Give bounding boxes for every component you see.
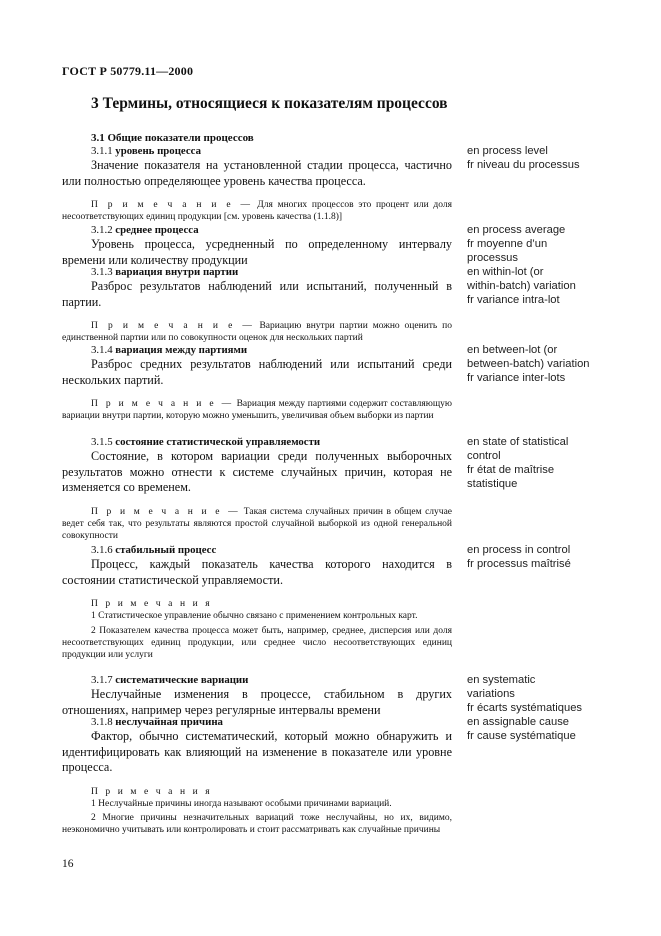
term-equivalents	[467, 435, 627, 491]
term-name: неслучайная причина	[115, 716, 223, 728]
term-equivalents	[467, 144, 627, 172]
term-name: среднее процесса	[115, 224, 199, 236]
note-text: Такая система случайных причин в общем случае ведет себя так, что результаты являются простой случайной выборкой из одной генеральной совокупности	[62, 506, 453, 542]
term-note	[62, 320, 452, 345]
notes-label: П р и м е ч а н и я	[91, 599, 213, 609]
equiv-fr: fr processus maîtrisé	[467, 558, 571, 570]
term-equivalents	[467, 265, 627, 307]
term-equivalents	[467, 543, 627, 571]
term-name: состояние статистической управляемости	[115, 436, 321, 448]
term-definition: Фактор, обычно систематический, который можно обнаружить и идентифицировать как влияющий на изменение в показателе или уровне процесса.	[62, 729, 452, 774]
term-heading	[62, 223, 452, 237]
page-number: 16	[62, 858, 74, 870]
term-definition: Процесс, каждый показатель качества которого находится в состоянии статистической управляемости.	[62, 557, 452, 587]
equiv-en: en within-lot (or	[467, 266, 544, 278]
term-heading	[62, 343, 452, 357]
note-label: П р и м е ч а н и е —	[91, 399, 234, 409]
term-definition: Неслучайные изменения в процессе, стабильном в других отношениях, например через регулярные интервалы времени	[62, 687, 452, 717]
term-block	[62, 673, 452, 718]
term-heading	[62, 144, 452, 158]
equiv-fr: fr variance inter-lots	[467, 372, 566, 384]
term-note: 2 Показателем качества процесса может быть, например, среднее, дисперсия или доля несоответствующих единиц продукции, или среднее число несоответствующих единиц продукции или услуги	[62, 625, 452, 661]
equiv-en: en between-lot (or	[467, 344, 558, 356]
term-note: 2 Многие причины незначительных вариаций тоже неслучайны, но их, видимо, неэкономично учитывать или контролировать и стоит рассматривать как случайные причины	[62, 813, 452, 836]
term-heading	[62, 543, 452, 557]
term-equivalents	[467, 673, 627, 715]
note-label: П р и м е ч а н и е —	[91, 200, 253, 210]
equiv-fr: fr niveau du processus	[467, 159, 580, 171]
term-heading	[62, 673, 452, 687]
term-note: 1 Неслучайные причины иногда называют особыми причинами вариаций.	[91, 798, 392, 809]
equiv-en: en process in control	[467, 544, 571, 556]
term-heading	[62, 265, 452, 279]
equiv-fr: fr variance intra-lot	[467, 294, 560, 306]
term-name: уровень процесса	[115, 145, 201, 157]
term-block	[62, 343, 452, 423]
term-note	[62, 506, 452, 543]
term-number: 3.1.3	[91, 266, 113, 278]
equiv-fr-cont: statistique	[467, 478, 518, 490]
term-equivalents	[467, 343, 627, 385]
term-name: вариация внутри партии	[115, 266, 239, 278]
equiv-en: en process average	[467, 224, 566, 236]
equiv-en: en systematic	[467, 674, 536, 686]
equiv-fr: fr cause systématique	[467, 730, 576, 742]
term-block	[62, 543, 452, 661]
term-number: 3.1.6	[91, 544, 113, 556]
document-header: ГОСТ Р 50779.11—2000	[62, 64, 194, 78]
equiv-en: en assignable cause	[467, 716, 570, 728]
term-name: вариация между партиями	[115, 344, 248, 356]
section-title: 3 Термины, относящиеся к показателям процессов	[91, 95, 448, 112]
term-note	[62, 398, 452, 423]
term-number: 3.1.5	[91, 436, 113, 448]
term-equivalents	[467, 223, 627, 265]
term-block	[62, 144, 452, 224]
term-definition: Разброс результатов наблюдений или испытаний, полученный в партии.	[62, 279, 452, 309]
notes-label: П р и м е ч а н и я	[91, 786, 213, 797]
note-label: П р и м е ч а н и е —	[91, 321, 255, 331]
term-block	[62, 265, 452, 345]
note-text: Вариацию внутри партии можно оценить по единственной партии или по совокупности оценок для нескольких партий	[62, 321, 453, 344]
term-note: 1 Статистическое управление обычно связано с применением контрольных карт.	[91, 611, 418, 622]
equiv-en: en process level	[467, 145, 548, 157]
term-name: стабильный процесс	[115, 544, 217, 556]
term-heading	[62, 715, 452, 729]
term-definition: Уровень процесса, усредненный по определенному интервалу времени или количеству продукции	[62, 237, 452, 267]
term-block	[62, 715, 452, 837]
term-block	[62, 223, 452, 268]
subsection-title: 3.1 Общие показатели процессов	[91, 132, 254, 144]
note-label: П р и м е ч а н и е —	[91, 506, 241, 517]
equiv-en-cont: within-batch) variation	[467, 280, 576, 292]
term-definition: Разброс средних результатов наблюдений или испытаний среди нескольких партий.	[62, 357, 452, 387]
note-text: Вариация между партиями содержит составляющую вариации внутри партии, которую можно уменьшить, увеличивая объем выборки из партии	[62, 399, 453, 422]
equiv-en: en state of statistical	[467, 436, 569, 448]
equiv-en-cont: control	[467, 450, 501, 462]
term-number: 3.1.8	[91, 716, 113, 728]
equiv-fr: fr moyenne d’un	[467, 238, 548, 250]
term-block	[62, 435, 452, 542]
term-definition: Значение показателя на установленной стадии процесса, частично или полностью определяющее уровень качества процесса.	[62, 158, 452, 188]
term-number: 3.1.7	[91, 674, 113, 686]
term-number: 3.1.1	[91, 145, 113, 157]
term-definition: Состояние, в котором вариации среди полученных выборочных результатов можно отнести к системе случайных причин, которая не изменяется со временем.	[62, 449, 452, 494]
note-text: Для многих процессов это процент или доля несоответствующих единиц продукции [см. уровень качества (1.1.8)]	[62, 200, 452, 223]
equiv-en-cont: between-batch) variation	[467, 358, 590, 370]
term-name: систематические вариации	[115, 674, 249, 686]
equiv-en-cont: variations	[467, 688, 515, 700]
term-number: 3.1.4	[91, 344, 113, 356]
term-note	[62, 199, 452, 224]
term-number: 3.1.2	[91, 224, 113, 236]
equiv-fr: fr état de maîtrise	[467, 464, 555, 476]
term-equivalents	[467, 715, 627, 743]
equiv-fr-cont: processus	[467, 252, 518, 264]
term-heading	[62, 435, 452, 449]
equiv-fr: fr écarts systématiques	[467, 702, 583, 714]
